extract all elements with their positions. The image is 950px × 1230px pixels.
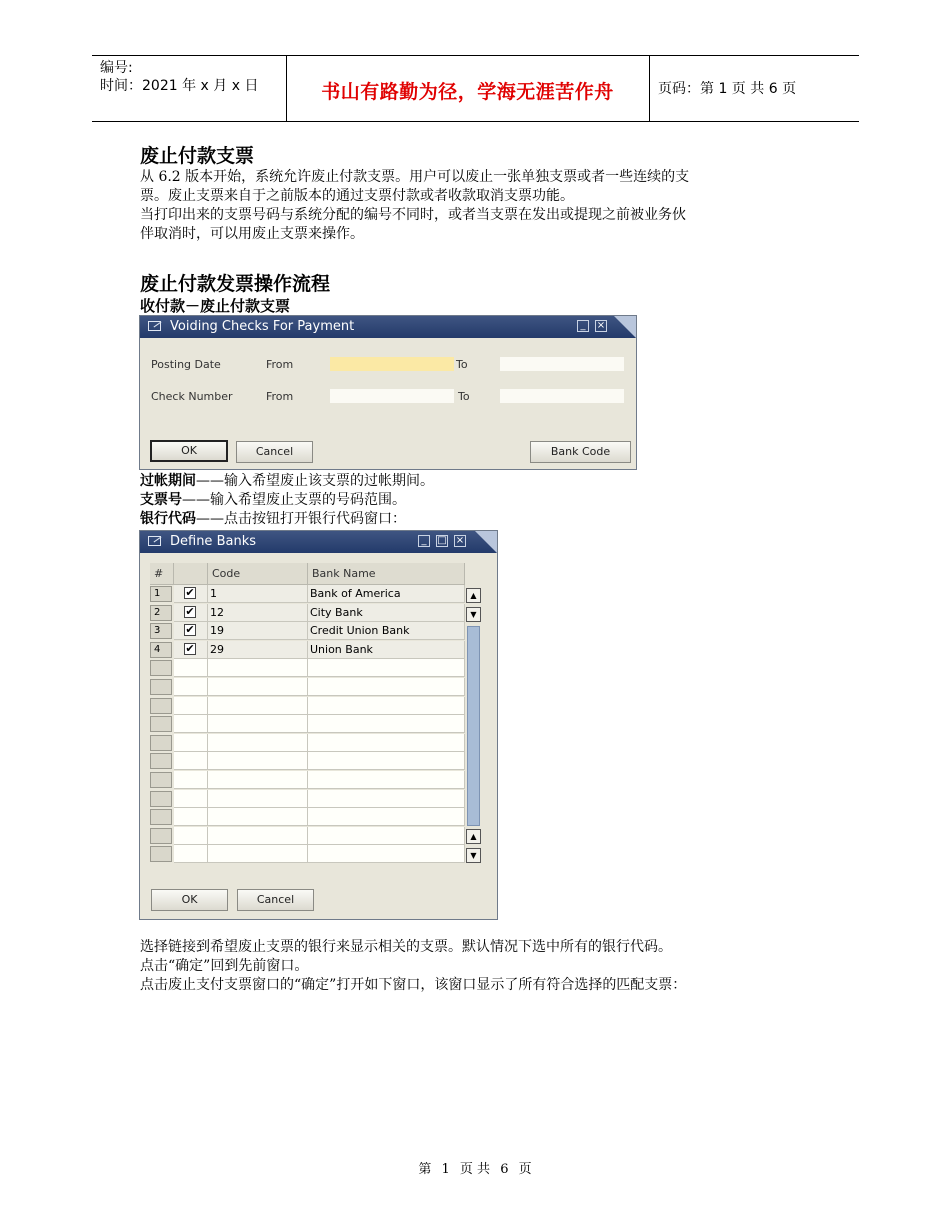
ok-button[interactable]: OK [150, 440, 228, 462]
code-cell[interactable]: 1 [208, 585, 308, 603]
code-cell[interactable]: 12 [208, 604, 308, 622]
posting-period-term: 过帐期间 [140, 473, 196, 489]
select-cell[interactable] [174, 827, 208, 845]
posting-date-to-input[interactable] [499, 356, 625, 372]
closing-line-1: 选择链接到希望废止支票的银行来显示相关的支票。默认情况下选中所有的银行代码。 [140, 939, 672, 955]
section-title-void-checks: 废止付款支票 [140, 145, 255, 167]
footer-total: 6 [500, 1162, 509, 1177]
select-cell[interactable] [174, 697, 208, 715]
table-row[interactable] [150, 771, 476, 789]
bank-name-cell[interactable]: City Bank [308, 604, 465, 622]
table-row[interactable] [150, 678, 476, 696]
bank-name-cell[interactable] [308, 771, 465, 789]
table-row[interactable] [150, 697, 476, 715]
bank-name-cell[interactable] [308, 752, 465, 770]
checkbox-checked-icon[interactable]: ✔ [185, 641, 195, 655]
row-number-cell[interactable]: 1 [150, 586, 172, 602]
bank-code-text: ——点击按钮打开银行代码窗口： [196, 511, 406, 527]
select-cell[interactable] [174, 715, 208, 733]
row-number-cell[interactable] [150, 846, 172, 862]
row-number-cell[interactable] [150, 698, 172, 714]
header-bottom-rule [92, 121, 859, 122]
check-number-label: Check Number [151, 390, 233, 403]
select-cell[interactable] [174, 585, 208, 603]
table-row[interactable] [150, 622, 476, 640]
header-top-rule [92, 55, 859, 56]
code-cell[interactable] [208, 659, 308, 677]
ok-button[interactable]: OK [151, 889, 228, 911]
checkbox-checked-icon[interactable]: ✔ [185, 623, 195, 637]
code-cell[interactable]: 19 [208, 622, 308, 640]
select-cell[interactable] [174, 752, 208, 770]
bank-name-cell[interactable] [308, 845, 465, 863]
scroll-up-icon[interactable]: ▲ [466, 829, 481, 844]
intro-paragraph-1-line-2: 票。废止支票来自于之前版本的通过支票付款或者收款取消支票功能。 [140, 188, 574, 204]
col-header-number: # [150, 563, 174, 585]
select-cell[interactable] [174, 734, 208, 752]
closing-paragraph [140, 938, 840, 995]
row-number-cell[interactable] [150, 809, 172, 825]
table-row[interactable] [150, 585, 476, 603]
section-subtitle-menu-path: 收付款－废止付款支票 [140, 297, 291, 315]
bank-code-description [140, 510, 820, 529]
code-cell[interactable] [208, 715, 308, 733]
table-row[interactable] [150, 808, 476, 826]
table-row[interactable] [150, 734, 476, 752]
close-icon[interactable]: × [455, 535, 465, 546]
code-cell[interactable] [208, 697, 308, 715]
table-row[interactable] [150, 641, 476, 659]
table-row[interactable] [150, 752, 476, 770]
row-number-cell[interactable] [150, 772, 172, 788]
checkbox-checked-icon[interactable]: ✔ [185, 586, 195, 599]
check-number-description [140, 491, 820, 510]
select-cell[interactable] [174, 622, 208, 640]
row-number-cell[interactable] [150, 753, 172, 769]
code-cell[interactable] [208, 790, 308, 808]
select-cell[interactable] [174, 604, 208, 622]
table-row[interactable] [150, 659, 476, 677]
check-number-from-input[interactable] [329, 388, 455, 404]
select-cell[interactable] [174, 641, 208, 659]
row-number-cell[interactable] [150, 791, 172, 807]
define-banks-window [139, 530, 498, 920]
footer-middle: 页 共 [459, 1162, 491, 1177]
grid-scrollbar[interactable] [466, 586, 483, 866]
table-row[interactable] [150, 604, 476, 622]
header-page-label: 页码：第 1 页 共 6 页 [658, 81, 797, 97]
code-cell[interactable] [208, 827, 308, 845]
bank-name-cell[interactable] [308, 790, 465, 808]
voiding-window-titlebar [140, 316, 636, 338]
row-number-cell[interactable]: 3 [150, 623, 172, 639]
select-cell[interactable] [174, 678, 208, 696]
bank-name-cell[interactable] [308, 734, 465, 752]
select-cell[interactable] [174, 845, 208, 863]
minimize-icon[interactable]: _ [418, 535, 430, 547]
row-number-cell[interactable] [150, 828, 172, 844]
table-row[interactable] [150, 715, 476, 733]
code-cell[interactable] [208, 752, 308, 770]
bank-name-cell[interactable] [308, 659, 465, 677]
code-cell[interactable] [208, 678, 308, 696]
voiding-window-title: Voiding Checks For Payment [170, 319, 355, 334]
posting-period-description [140, 472, 820, 491]
row-number-cell[interactable]: 2 [150, 605, 172, 621]
select-cell[interactable] [174, 771, 208, 789]
bank-name-cell[interactable] [308, 715, 465, 733]
col-header-code[interactable]: Code [208, 563, 308, 585]
intro-paragraph-2-line-2: 伴取消时，可以用废止支票来操作。 [140, 226, 364, 242]
closing-line-2: 点击“确定”回到先前窗口。 [140, 958, 309, 974]
bank-name-cell[interactable] [308, 697, 465, 715]
bank-name-cell[interactable] [308, 808, 465, 826]
cancel-button[interactable]: Cancel [236, 441, 313, 463]
table-row[interactable] [150, 790, 476, 808]
posting-date-label: Posting Date [151, 358, 221, 371]
form-icon [148, 536, 161, 546]
cancel-button[interactable]: Cancel [237, 889, 314, 911]
header-divider-right [649, 56, 650, 121]
closing-line-3: 点击废止支付支票窗口的“确定”打开如下窗口，该窗口显示了所有符合选择的匹配支票： [140, 977, 687, 993]
page-footer [0, 1158, 950, 1177]
scroll-down-icon[interactable]: ▼ [466, 607, 481, 622]
table-row[interactable] [150, 845, 476, 863]
posting-date-from-label: From [266, 358, 294, 371]
posting-period-text: ——输入希望废止该支票的过帐期间。 [196, 473, 434, 489]
row-number-cell[interactable] [150, 679, 172, 695]
header-motto: 书山有路勤为径，学海无涯苦作舟 [321, 81, 614, 103]
titlebar-corner [614, 316, 636, 338]
select-cell[interactable] [174, 659, 208, 677]
check-number-to-input[interactable] [499, 388, 625, 404]
voiding-checks-window [139, 315, 637, 470]
row-number-cell[interactable] [150, 735, 172, 751]
banks-window-titlebar [140, 531, 497, 553]
check-number-text: ——输入希望废止支票的号码范围。 [182, 492, 406, 508]
bank-name-cell[interactable]: Credit Union Bank [308, 622, 465, 640]
select-cell[interactable] [174, 790, 208, 808]
form-icon [148, 321, 161, 331]
maximize-icon[interactable]: □ [437, 535, 447, 546]
posting-date-to-label: To [456, 358, 468, 371]
select-cell[interactable] [174, 808, 208, 826]
header-time-label: 时间：2021 年 x 月 x 日 [100, 78, 259, 94]
footer-suffix: 页 [518, 1162, 532, 1177]
bank-code-button[interactable]: Bank Code [530, 441, 631, 463]
checkbox-checked-icon[interactable]: ✔ [185, 604, 195, 618]
bank-name-cell[interactable] [308, 827, 465, 845]
scroll-up-icon[interactable]: ▲ [466, 588, 481, 603]
code-cell[interactable] [208, 771, 308, 789]
banks-window-title: Define Banks [170, 534, 256, 549]
posting-date-from-input[interactable] [329, 356, 455, 372]
bank-name-cell[interactable]: Union Bank [308, 641, 465, 659]
table-row[interactable] [150, 827, 476, 845]
intro-paragraph-1-line-1: 从 6.2 版本开始，系统允许废止付款支票。用户可以废止一张单独支票或者一些连续的支 [140, 169, 690, 185]
col-header-check [174, 563, 208, 585]
scroll-thumb[interactable] [467, 626, 480, 826]
field-descriptions [140, 472, 820, 529]
minimize-icon[interactable]: _ [577, 320, 589, 332]
row-number-cell[interactable]: 4 [150, 642, 172, 658]
titlebar-corner [475, 531, 497, 553]
bank-name-cell[interactable]: Bank of America [308, 585, 465, 603]
section-title-process: 废止付款发票操作流程 [140, 273, 331, 295]
code-cell[interactable]: 29 [208, 641, 308, 659]
bank-code-term: 银行代码 [140, 511, 196, 527]
footer-page: 1 [441, 1162, 450, 1177]
col-header-bank-name[interactable]: Bank Name [308, 563, 465, 585]
code-cell[interactable] [208, 734, 308, 752]
intro-paragraph-2-line-1: 当打印出来的支票号码与系统分配的编号不同时，或者当支票在发出或提现之前被业务伙 [140, 207, 686, 223]
check-number-to-label: To [458, 390, 470, 403]
row-number-cell[interactable] [150, 716, 172, 732]
check-number-from-label: From [266, 390, 294, 403]
bank-name-cell[interactable] [308, 678, 465, 696]
close-icon[interactable]: × [596, 320, 606, 331]
check-number-term: 支票号 [140, 492, 182, 508]
scroll-down-icon[interactable]: ▼ [466, 848, 481, 863]
code-cell[interactable] [208, 808, 308, 826]
code-cell[interactable] [208, 845, 308, 863]
header-number-label: 编号: [100, 60, 133, 76]
intro-paragraph-1 [140, 168, 820, 244]
footer-prefix: 第 [418, 1162, 432, 1177]
row-number-cell[interactable] [150, 660, 172, 676]
